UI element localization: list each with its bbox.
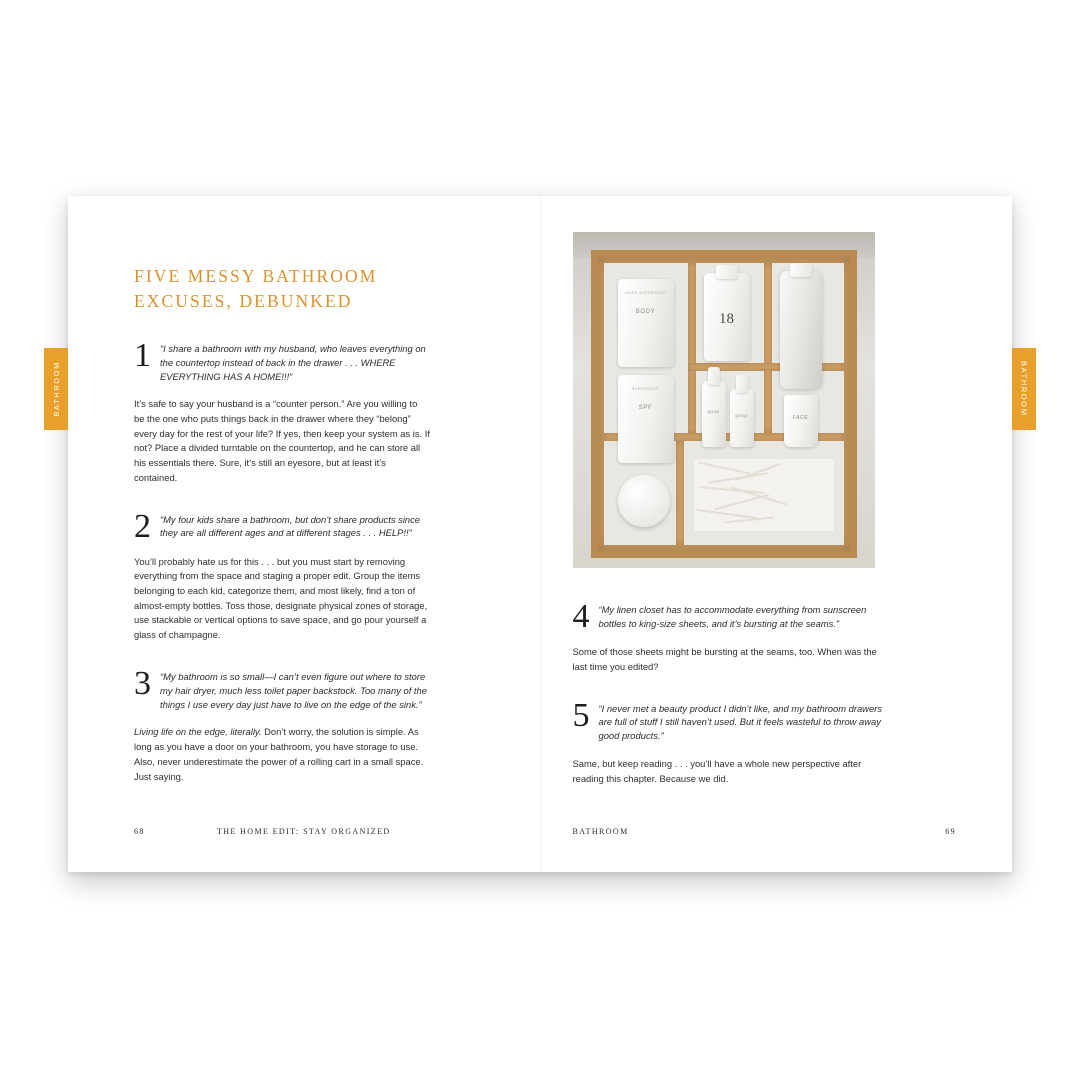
product-pump-goop-1 (702, 381, 726, 447)
product-cap (716, 265, 738, 279)
product-pump-goop-2 (730, 389, 754, 447)
excuse-quote: “My linen closet has to accommodate everything from sunscreen bottles to king-size sheets, and it’s bursting at the seams.” (598, 604, 867, 629)
excuse-number: 5 (572, 696, 590, 734)
excuse-number: 3 (134, 664, 151, 702)
left-page (51, 196, 541, 872)
divider-vertical (764, 263, 772, 433)
product-label-18: 18 (719, 311, 734, 327)
excuse-answer: Some of those sheets might be bursting at the seams, too. When was the last time you edited? (572, 646, 877, 672)
excuse-item (134, 664, 430, 712)
product-label-spf: SPF (638, 405, 653, 411)
excuse-item (134, 507, 430, 545)
excuse-answer: You’ll probably hate us for this . . . but you must start by removing everything from the space and staging a proper edit. Group the items belonging to each kid, categorize them, and most likely, find a ton of almost-empty bottles. Toss those, designate physical zones of storage, use stackable or vertical options to save space, and go pour yourself a glass of champagne. (134, 555, 428, 641)
excuse-number: 2 (134, 507, 151, 545)
excuse-item (572, 696, 889, 744)
product-label-goop-1: goop (707, 409, 720, 414)
excuse-number: 1 (134, 336, 151, 374)
bathroom-drawer-photo (573, 232, 875, 568)
excuse-answer: Same, but keep reading . . . you’ll have a whole new perspective after reading this chapter. Because we did. (572, 758, 862, 784)
excuse-quote: “My bathroom is so small—I can’t even figure out where to store my hair dryer, much less toilet paper backstock. Too many of the things I use every day just have to live on the edge of the sink.” (160, 670, 427, 710)
divider-vertical (688, 263, 696, 433)
excuse-quote: “My four kids share a bathroom, but don’t share products since they are all different ages and at different stages . . . HELP!!” (160, 513, 421, 539)
running-title: THE HOME EDIT: STAY ORGANIZED (216, 827, 391, 836)
right-page-footer (573, 827, 957, 836)
edge-tab-left (44, 348, 68, 430)
product-pump-cap (736, 375, 748, 393)
excuse-quote: “I share a bathroom with my husband, who leaves everything on the countertop instead of back in the drawer . . . WHERE EVERYTHING HAS A HOME!!!” (160, 342, 426, 382)
product-brand-body: LAIRD SUPERFOOD (624, 291, 667, 295)
left-page-content (134, 264, 430, 806)
excuse-answer-lead: Living life on the edge, literally. (134, 726, 262, 738)
product-pump-cap (708, 367, 720, 385)
excuse-answer: Don’t worry, the solution is simple. As long as you have a door on your bathroom, you have storage to use. Also, never underestimate the power of a rolling cart in a small space. Just saying. (134, 726, 424, 782)
page-number: 68 (134, 827, 145, 836)
product-cap (790, 263, 812, 277)
page-title: FIVE MESSY BATHROOM EXCUSES, DEBUNKED (134, 266, 378, 312)
book-spread (51, 196, 1029, 872)
cotton-swabs-bin (694, 459, 834, 531)
product-label-goop-2: goop (735, 413, 748, 418)
product-label-body: BODY (635, 309, 656, 315)
excuse-item (572, 598, 889, 635)
edge-tab-right-label: BATHROOM (1019, 361, 1029, 417)
excuse-answer: It’s safe to say your husband is a “counter person.” Are you willing to be the one who puts things back in the drawer where they “belong” every day for the rest of your life? If yes, then keep your system as is. If not? Place a divided turntable on the countertop, and he can store all his essentials there. Sure, it’s still an eyesore, but at least it’s contained. (134, 398, 430, 483)
page-number: 69 (945, 827, 956, 836)
product-round-jar (618, 475, 670, 527)
divider-vertical (676, 441, 684, 545)
excuse-item (134, 336, 430, 384)
excuse-quote: “I never met a beauty product I didn’t like, and my bathroom drawers are full of stuff I still haven’t used. But it feels wasteful to throw away good products.” (598, 702, 882, 742)
excuse-answer-wrap (134, 725, 430, 784)
product-label-face: FACE (792, 415, 809, 421)
edge-tab-right (1012, 348, 1036, 430)
product-tall-bottle (780, 271, 822, 389)
product-brand-spf: SUPERGOOP (631, 387, 660, 391)
drawer-box (591, 250, 857, 558)
left-page-footer (134, 827, 474, 836)
right-page-content (573, 232, 889, 811)
running-title: BATHROOM (572, 827, 629, 836)
excuse-number: 4 (572, 598, 590, 635)
drawer-interior (604, 263, 844, 545)
edge-tab-left-label: BATHROOM (51, 361, 61, 417)
product-tube-face (784, 395, 818, 447)
right-page (541, 196, 1029, 872)
